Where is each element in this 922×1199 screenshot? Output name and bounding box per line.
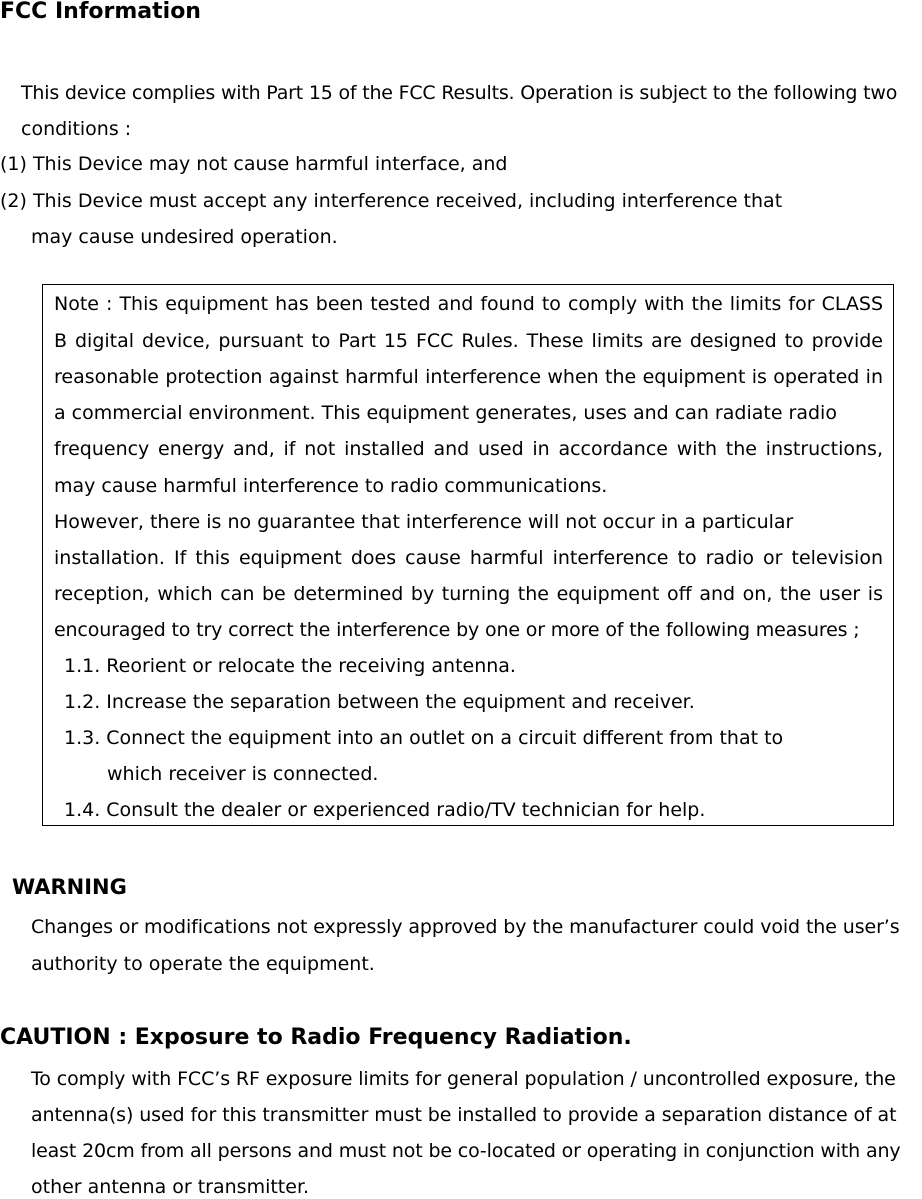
- caution-line: other antenna or transmitter.: [31, 1176, 310, 1198]
- measure-item: 1.2. Increase the separation between the equipment and receiver.: [64, 691, 695, 713]
- note-line: reception, which can be determined by turning the equipment off and on, the user is: [54, 583, 883, 605]
- note-line: installation. If this equipment does cause harmful interference to radio or television: [54, 547, 883, 569]
- caution-line: antenna(s) used for this transmitter must be installed to provide a separation distance of at: [31, 1104, 897, 1126]
- caution-line: To comply with FCC’s RF exposure limits for general population / uncontrolled exposure, the: [31, 1068, 896, 1090]
- note-line: reasonable protection against harmful interference when the equipment is operated in: [54, 366, 883, 388]
- condition-2-line-2: may cause undesired operation.: [31, 226, 338, 248]
- intro-line-2: conditions :: [21, 118, 132, 140]
- page-title: FCC Information: [0, 0, 201, 24]
- condition-1: (1) This Device may not cause harmful interface, and: [0, 153, 508, 175]
- measure-item: 1.4. Consult the dealer or experienced radio/TV technician for help.: [64, 799, 706, 821]
- measure-item: 1.1. Reorient or relocate the receiving antenna.: [64, 655, 516, 677]
- note-line: a commercial environment. This equipment generates, uses and can radiate radio: [54, 402, 837, 424]
- measure-item: 1.3. Connect the equipment into an outlet on a circuit different from that to: [64, 727, 784, 749]
- note-line: frequency energy and, if not installed and used in accordance with the instructions,: [54, 438, 883, 460]
- note-line: Note : This equipment has been tested and found to comply with the limits for CLASS: [54, 293, 883, 315]
- intro-line-1: This device complies with Part 15 of the FCC Results. Operation is subject to the following two: [21, 82, 898, 104]
- warning-title: WARNING: [12, 875, 127, 899]
- caution-line: least 20cm from all persons and must not be co-located or operating in conjunction with any: [31, 1140, 901, 1162]
- note-line: B digital device, pursuant to Part 15 FCC Rules. These limits are designed to provide: [54, 330, 883, 352]
- warning-line-1: Changes or modifications not expressly approved by the manufacturer could void the user’s: [31, 916, 900, 938]
- note-line: may cause harmful interference to radio communications.: [54, 475, 608, 497]
- note-line: However, there is no guarantee that interference will not occur in a particular: [54, 511, 794, 533]
- measure-item-continued: which receiver is connected.: [107, 763, 379, 785]
- warning-line-2: authority to operate the equipment.: [31, 953, 375, 975]
- condition-2-line-1: (2) This Device must accept any interference received, including interference that: [0, 190, 783, 212]
- caution-title: CAUTION : Exposure to Radio Frequency Radiation.: [0, 1025, 632, 1050]
- note-line: encouraged to try correct the interference by one or more of the following measures ;: [54, 619, 860, 641]
